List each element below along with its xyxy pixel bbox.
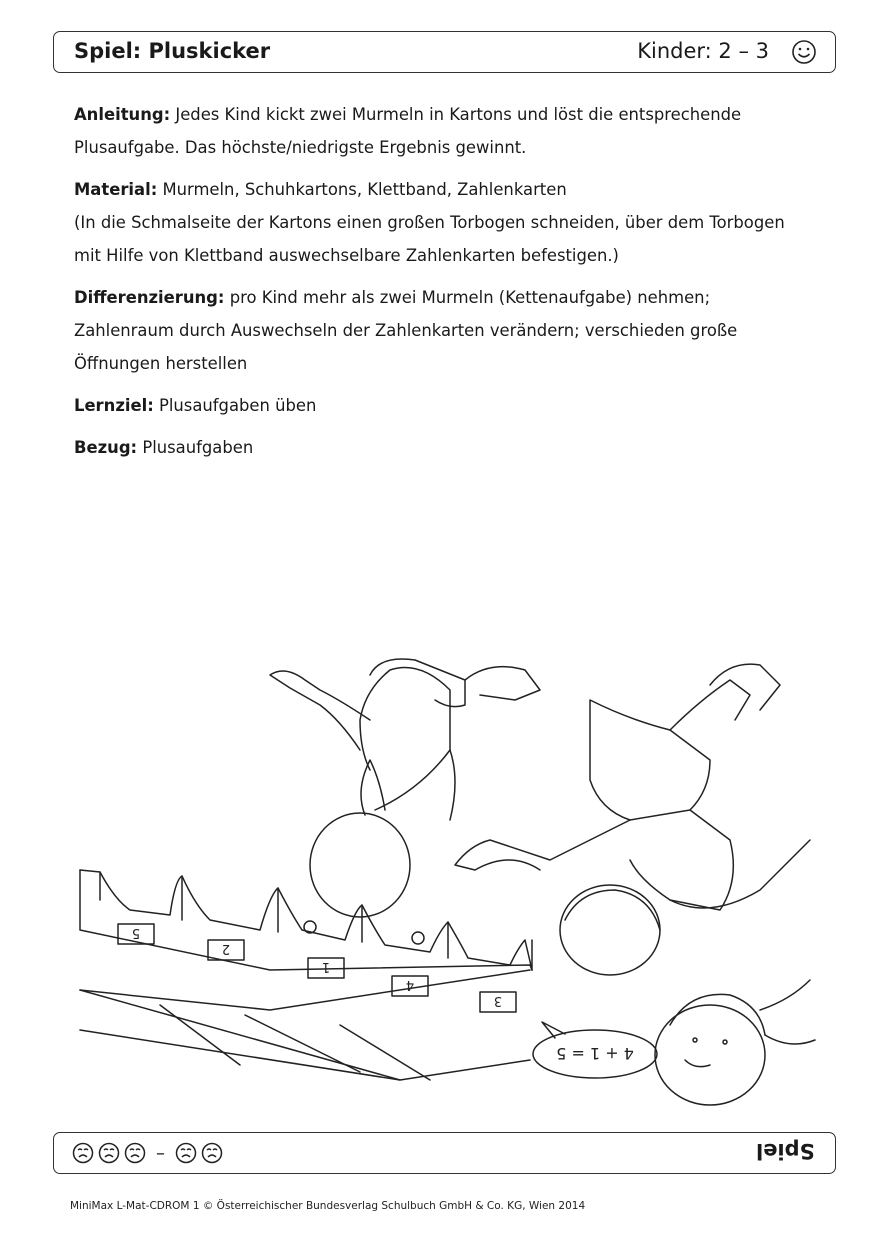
box-number-2: 2 xyxy=(221,941,231,956)
face-icon xyxy=(124,1142,146,1164)
header-box xyxy=(53,31,836,73)
face-icon xyxy=(201,1142,223,1164)
face-icon xyxy=(72,1142,94,1164)
illustration xyxy=(70,640,820,1120)
section-anleitung: Anleitung: Jedes Kind kickt zwei Murmeln in Kartons und löst die entsprechende Plusaufgabe. Das höchste/niedrigste Ergebnis gewinnt. xyxy=(74,105,742,157)
smiley-icon xyxy=(791,39,817,65)
faces-dash: – xyxy=(156,1142,165,1164)
page-title: Spiel: Pluskicker xyxy=(74,39,271,63)
footer-label: Spiel xyxy=(756,1139,815,1163)
instructions xyxy=(74,98,814,473)
face-icon xyxy=(98,1142,120,1164)
footer-box xyxy=(53,1132,836,1174)
box-number-4: 4 xyxy=(405,977,415,992)
material-note: (In die Schmalseite der Kartons einen großen Torbogen schneiden, über dem Torbogen mit Hilfe von Klettband auswechselbare Zahlenkarten befestigen.) xyxy=(74,213,785,265)
box-number-1: 5 xyxy=(131,925,141,940)
speech-equation: 4 + 1 = 5 xyxy=(556,1044,634,1063)
section-lernziel: Lernziel: Plusaufgaben üben xyxy=(74,396,317,415)
box-number-5: 3 xyxy=(493,993,503,1008)
section-differenzierung: Differenzierung: pro Kind mehr als zwei Murmeln (Kettenaufgabe) nehmen; Zahlenraum durch Auswechseln der Zahlenkarten verändern; verschieden große Öffnungen herstellen xyxy=(74,288,738,373)
kids-count: Kinder: 2 – 3 xyxy=(637,39,769,63)
section-bezug: Bezug: Plusaufgaben xyxy=(74,438,254,457)
box-number-3: 1 xyxy=(321,959,331,974)
section-material: Material: Murmeln, Schuhkartons, Klettband, Zahlenkarten (In die Schmalseite der Kartons einen großen Torbogen schneiden, über dem Torbogen mit Hilfe von Klettband auswechselbare Zahlenkarten befestigen.) xyxy=(74,180,785,265)
difficulty-faces xyxy=(72,1142,223,1164)
face-icon xyxy=(175,1142,197,1164)
copyright: MiniMax L-Mat-CDROM 1 © Österreichischer Bundesverlag Schulbuch GmbH & Co. KG, Wien 2014 xyxy=(70,1200,586,1212)
